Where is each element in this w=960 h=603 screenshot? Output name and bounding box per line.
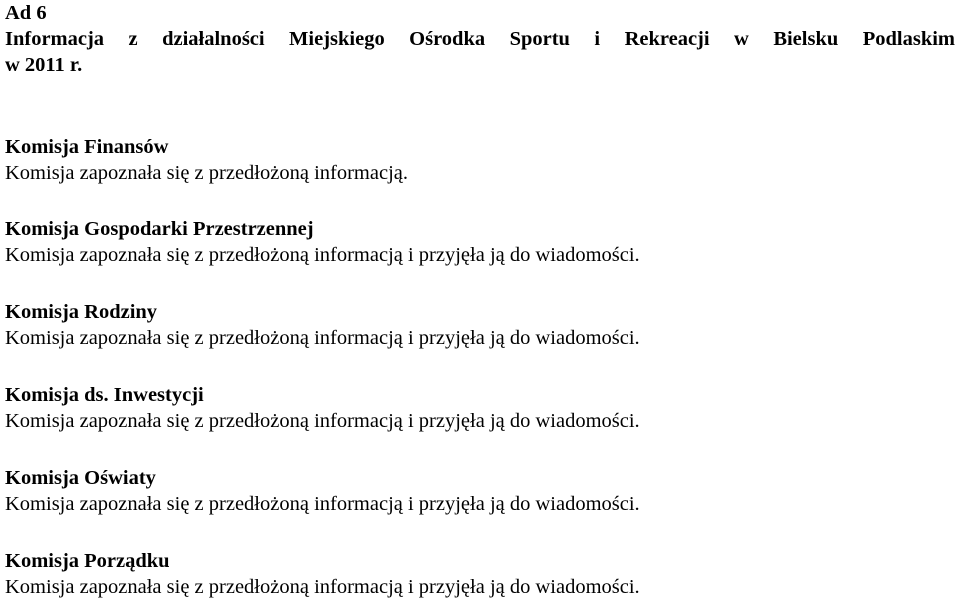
- section-text: Komisja zapoznała się z przedłożoną informacją i przyjęła ją do wiadomości.: [5, 493, 640, 515]
- agenda-item-number: Ad 6: [5, 2, 47, 24]
- section-heading: Komisja Porządku: [5, 550, 170, 572]
- section-heading: Komisja Finansów: [5, 136, 169, 158]
- title-word: Sportu: [509, 28, 570, 50]
- document-title-line-2: w 2011 r.: [5, 54, 83, 76]
- title-word: Podlaskim: [862, 28, 955, 50]
- title-word: w: [734, 28, 749, 50]
- section-text: Komisja zapoznała się z przedłożoną informacją i przyjęła ją do wiadomości.: [5, 410, 640, 432]
- section-text: Komisja zapoznała się z przedłożoną informacją i przyjęła ją do wiadomości.: [5, 576, 640, 598]
- section-heading: Komisja Oświaty: [5, 467, 156, 489]
- section-text: Komisja zapoznała się z przedłożoną informacją.: [5, 162, 408, 184]
- section-text: Komisja zapoznała się z przedłożoną informacją i przyjęła ją do wiadomości.: [5, 327, 640, 349]
- section-text: Komisja zapoznała się z przedłożoną informacją i przyjęła ją do wiadomości.: [5, 244, 640, 266]
- title-word: Ośrodka: [409, 28, 486, 50]
- title-word: Bielsku: [773, 28, 839, 50]
- title-word: Miejskiego: [289, 28, 385, 50]
- title-word: Rekreacji: [624, 28, 710, 50]
- title-word: z: [128, 28, 138, 50]
- section-heading: Komisja ds. Inwestycji: [5, 384, 204, 406]
- title-word: działalności: [162, 28, 265, 50]
- title-word: i: [594, 28, 601, 50]
- title-word: Informacja: [5, 28, 105, 50]
- document-title-line-1: [5, 26, 955, 52]
- section-heading: Komisja Rodziny: [5, 301, 158, 323]
- section-heading: Komisja Gospodarki Przestrzennej: [5, 218, 314, 240]
